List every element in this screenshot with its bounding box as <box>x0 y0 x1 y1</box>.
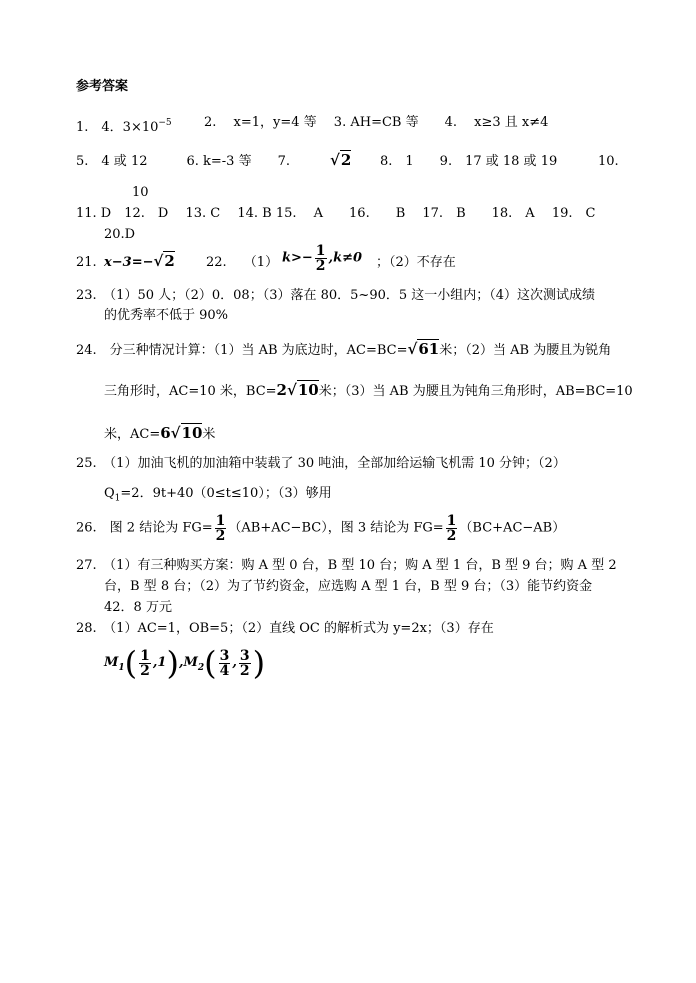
answer-24-cont: 三角形时，AC=10 米，BC=2√10米；（3）当 AB 为腰且为钝角三角形时，AB=BC=10 <box>104 381 633 399</box>
answer-23-cont: 的优秀率不低于 90% <box>104 308 229 323</box>
answer-28-points: $M_1$( $\frac{1}{2}$ $,1),M_2$( $\frac{3}{4}$ , $\frac{3}{2}$ ) <box>104 644 266 682</box>
fraction-half: $\frac{1}{2}$ <box>446 513 457 544</box>
answer-27-end: 42．8 万元 <box>104 600 172 615</box>
answer-27-cont: 台，B 型 8 台；（2）为了节约资金，应选购 A 型 1 台，B 型 9 台；（3）能节约资金 <box>104 579 593 594</box>
answer-10-label: 10. <box>598 154 619 169</box>
fraction-half: $\frac{1}{2}$ <box>315 243 326 274</box>
answer-1-text: 1. 4．3×10 <box>76 120 159 135</box>
answer-28: 28. （1）AC=1，OB=5；（2）直线 OC 的解析式为 y=2x；（3）存在 <box>76 621 494 636</box>
answer-23: 23. （1）50 人；（2）0．08；（3）落在 80．5~90．5 这一小组内；（4）这次测试成绩 <box>76 288 596 303</box>
answer-22-inequality: k>− $\frac{1}{2}$ ,k≠0 <box>282 243 363 274</box>
answer-21-label: 21. <box>76 255 97 270</box>
answer-25-cont: $Q_1=2$．9t+40（0≤t≤10）；（3）够用 <box>104 486 332 504</box>
answers-5-7: 5. 4 或 12 6. k=-3 等 7. <box>76 154 290 169</box>
answers-2-4: 2. x=1，y=4 等 3. AH=CB 等 4. x≥3 且 x≠4 <box>204 115 549 130</box>
answer-10-value: 10 <box>132 185 149 200</box>
answer-20: 20.D <box>104 227 136 242</box>
fraction-half: $\frac{1}{2}$ <box>215 513 226 544</box>
answer-1-exponent: −5 <box>158 118 172 128</box>
answers-11-19: 11. D 12. D 13. C 14. B 15. A 16. B 17. B 18. A 19. C <box>76 206 596 221</box>
answer-7-sqrt <box>330 151 351 171</box>
answers-8-9: 8. 1 9. 17 或 18 或 19 <box>380 154 558 169</box>
answer-22-label: 22. （1） <box>206 255 279 270</box>
answer-24-end: 米，AC=6√10米 <box>104 424 216 442</box>
answer-26: 26. 图 2 结论为 FG= $\frac{1}{2}$ （AB+AC−BC），图 3 结论为 FG= $\frac{1}{2}$ （BC+AC−AB） <box>76 513 566 544</box>
answer-21-equation: x−3=−√2 <box>104 252 175 270</box>
answer-22-rest: ；（2）不存在 <box>376 255 456 270</box>
answer-27: 27. （1）有三种购买方案：购 A 型 0 台，B 型 10 台；购 A 型 1 台，B 型 9 台；购 A 型 2 <box>76 558 617 573</box>
answer-25: 25. （1）加油飞机的加油箱中装载了 30 吨油，全部加给运输飞机需 10 分钟；（2） <box>76 456 566 471</box>
answer-1 <box>76 114 172 137</box>
page-title: 参考答案 <box>76 79 129 94</box>
sqrt-sign: √ <box>330 151 340 169</box>
answer-24: 24. 分三种情况计算：（1）当 AB 为底边时，AC=BC=√61米；（2）当 AB 为腰且为锐角 <box>76 340 612 358</box>
answer-7-radicand: 2 <box>340 151 352 169</box>
